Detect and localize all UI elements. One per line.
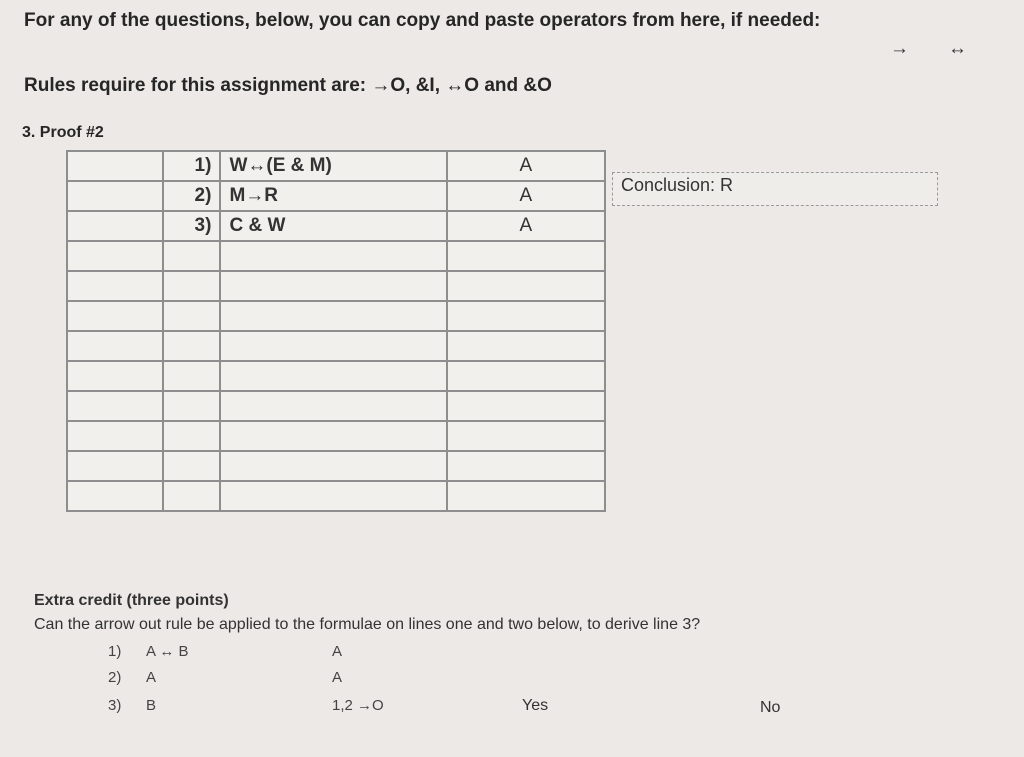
proof-formula[interactable] <box>220 451 446 481</box>
proof-formula[interactable]: C & W <box>220 211 446 241</box>
proof-justification[interactable]: A <box>447 181 605 211</box>
proof-blank-cell[interactable] <box>67 181 163 211</box>
proof-row <box>67 181 605 211</box>
proof-line-number[interactable] <box>163 271 221 301</box>
proof-row <box>67 211 605 241</box>
proof-justification[interactable] <box>447 301 605 331</box>
proof-line-number[interactable] <box>163 331 221 361</box>
proof-justification[interactable] <box>447 481 605 511</box>
proof-line-number[interactable]: 1) <box>163 151 221 181</box>
proof-line-number[interactable] <box>163 391 221 421</box>
proof-blank-cell[interactable] <box>67 481 163 511</box>
proof-row <box>67 271 605 301</box>
copy-instructions: For any of the questions, below, you can copy and paste operators from here, if needed: <box>24 10 821 31</box>
proof-formula[interactable] <box>220 331 446 361</box>
proof-row <box>67 451 605 481</box>
proof-justification[interactable] <box>447 361 605 391</box>
proof-table <box>66 150 606 512</box>
line-justification: A <box>332 643 343 660</box>
proof-row <box>67 241 605 271</box>
proof-blank-cell[interactable] <box>67 421 163 451</box>
rules-text: Rules require for this assignment are: →O, &I, ↔O and &O <box>24 75 552 96</box>
proof-row <box>67 361 605 391</box>
line-justification: A <box>332 669 343 686</box>
proof-row <box>67 391 605 421</box>
line-number: 2) <box>108 669 122 686</box>
line-formula: A ↔ B <box>146 643 189 660</box>
proof-justification[interactable] <box>447 331 605 361</box>
line-justification: 1,2 →O <box>332 697 384 714</box>
proof-line-number[interactable] <box>163 421 221 451</box>
proof-blank-cell[interactable] <box>67 241 163 271</box>
proof-line-number[interactable] <box>163 481 221 511</box>
proof-formula[interactable] <box>220 361 446 391</box>
proof-line-number[interactable] <box>163 451 221 481</box>
proof-formula[interactable]: W↔(E & M) <box>220 151 446 181</box>
line-formula: A <box>146 669 157 686</box>
proof-formula[interactable] <box>220 481 446 511</box>
proof-line-number[interactable]: 3) <box>163 211 221 241</box>
proof-row <box>67 331 605 361</box>
proof-line-number[interactable] <box>163 361 221 391</box>
line-number: 3) <box>108 697 122 714</box>
extra-credit-question: Can the arrow out rule be applied to the formulae on lines one and two below, to derive line 3? <box>34 616 701 633</box>
proof-row <box>67 151 605 181</box>
proof-blank-cell[interactable] <box>67 451 163 481</box>
proof-formula[interactable] <box>220 391 446 421</box>
proof-blank-cell[interactable] <box>67 211 163 241</box>
conclusion-text: Conclusion: R <box>621 175 734 195</box>
proof-blank-cell[interactable] <box>67 271 163 301</box>
conclusion-box <box>612 172 938 206</box>
proof-line-number[interactable]: 2) <box>163 181 221 211</box>
proof-justification[interactable] <box>447 421 605 451</box>
proof-row <box>67 421 605 451</box>
proof-blank-cell[interactable] <box>67 331 163 361</box>
proof-row <box>67 481 605 511</box>
proof-formula[interactable] <box>220 271 446 301</box>
proof-justification[interactable] <box>447 271 605 301</box>
proof-formula[interactable]: M→R <box>220 181 446 211</box>
proof-formula[interactable] <box>220 421 446 451</box>
line-formula: B <box>146 697 157 714</box>
proof-justification[interactable]: A <box>447 211 605 241</box>
proof-line-number[interactable] <box>163 301 221 331</box>
proof-formula[interactable] <box>220 241 446 271</box>
proof-justification[interactable] <box>447 451 605 481</box>
proof-blank-cell[interactable] <box>67 361 163 391</box>
proof-title: 3. Proof #2 <box>22 124 104 141</box>
proof-blank-cell[interactable] <box>67 301 163 331</box>
proof-line-number[interactable] <box>163 241 221 271</box>
arrow-operator[interactable]: → <box>890 38 909 59</box>
extra-credit-title: Extra credit (three points) <box>34 592 229 609</box>
proof-justification[interactable]: A <box>447 151 605 181</box>
proof-row <box>67 301 605 331</box>
proof-blank-cell[interactable] <box>67 391 163 421</box>
proof-formula[interactable] <box>220 301 446 331</box>
proof-justification[interactable] <box>447 241 605 271</box>
proof-blank-cell[interactable] <box>67 151 163 181</box>
answer-no[interactable]: No <box>760 699 781 716</box>
proof-justification[interactable] <box>447 391 605 421</box>
answer-yes[interactable]: Yes <box>522 697 549 714</box>
line-number: 1) <box>108 643 122 660</box>
biconditional-operator[interactable]: ↔ <box>948 38 967 59</box>
